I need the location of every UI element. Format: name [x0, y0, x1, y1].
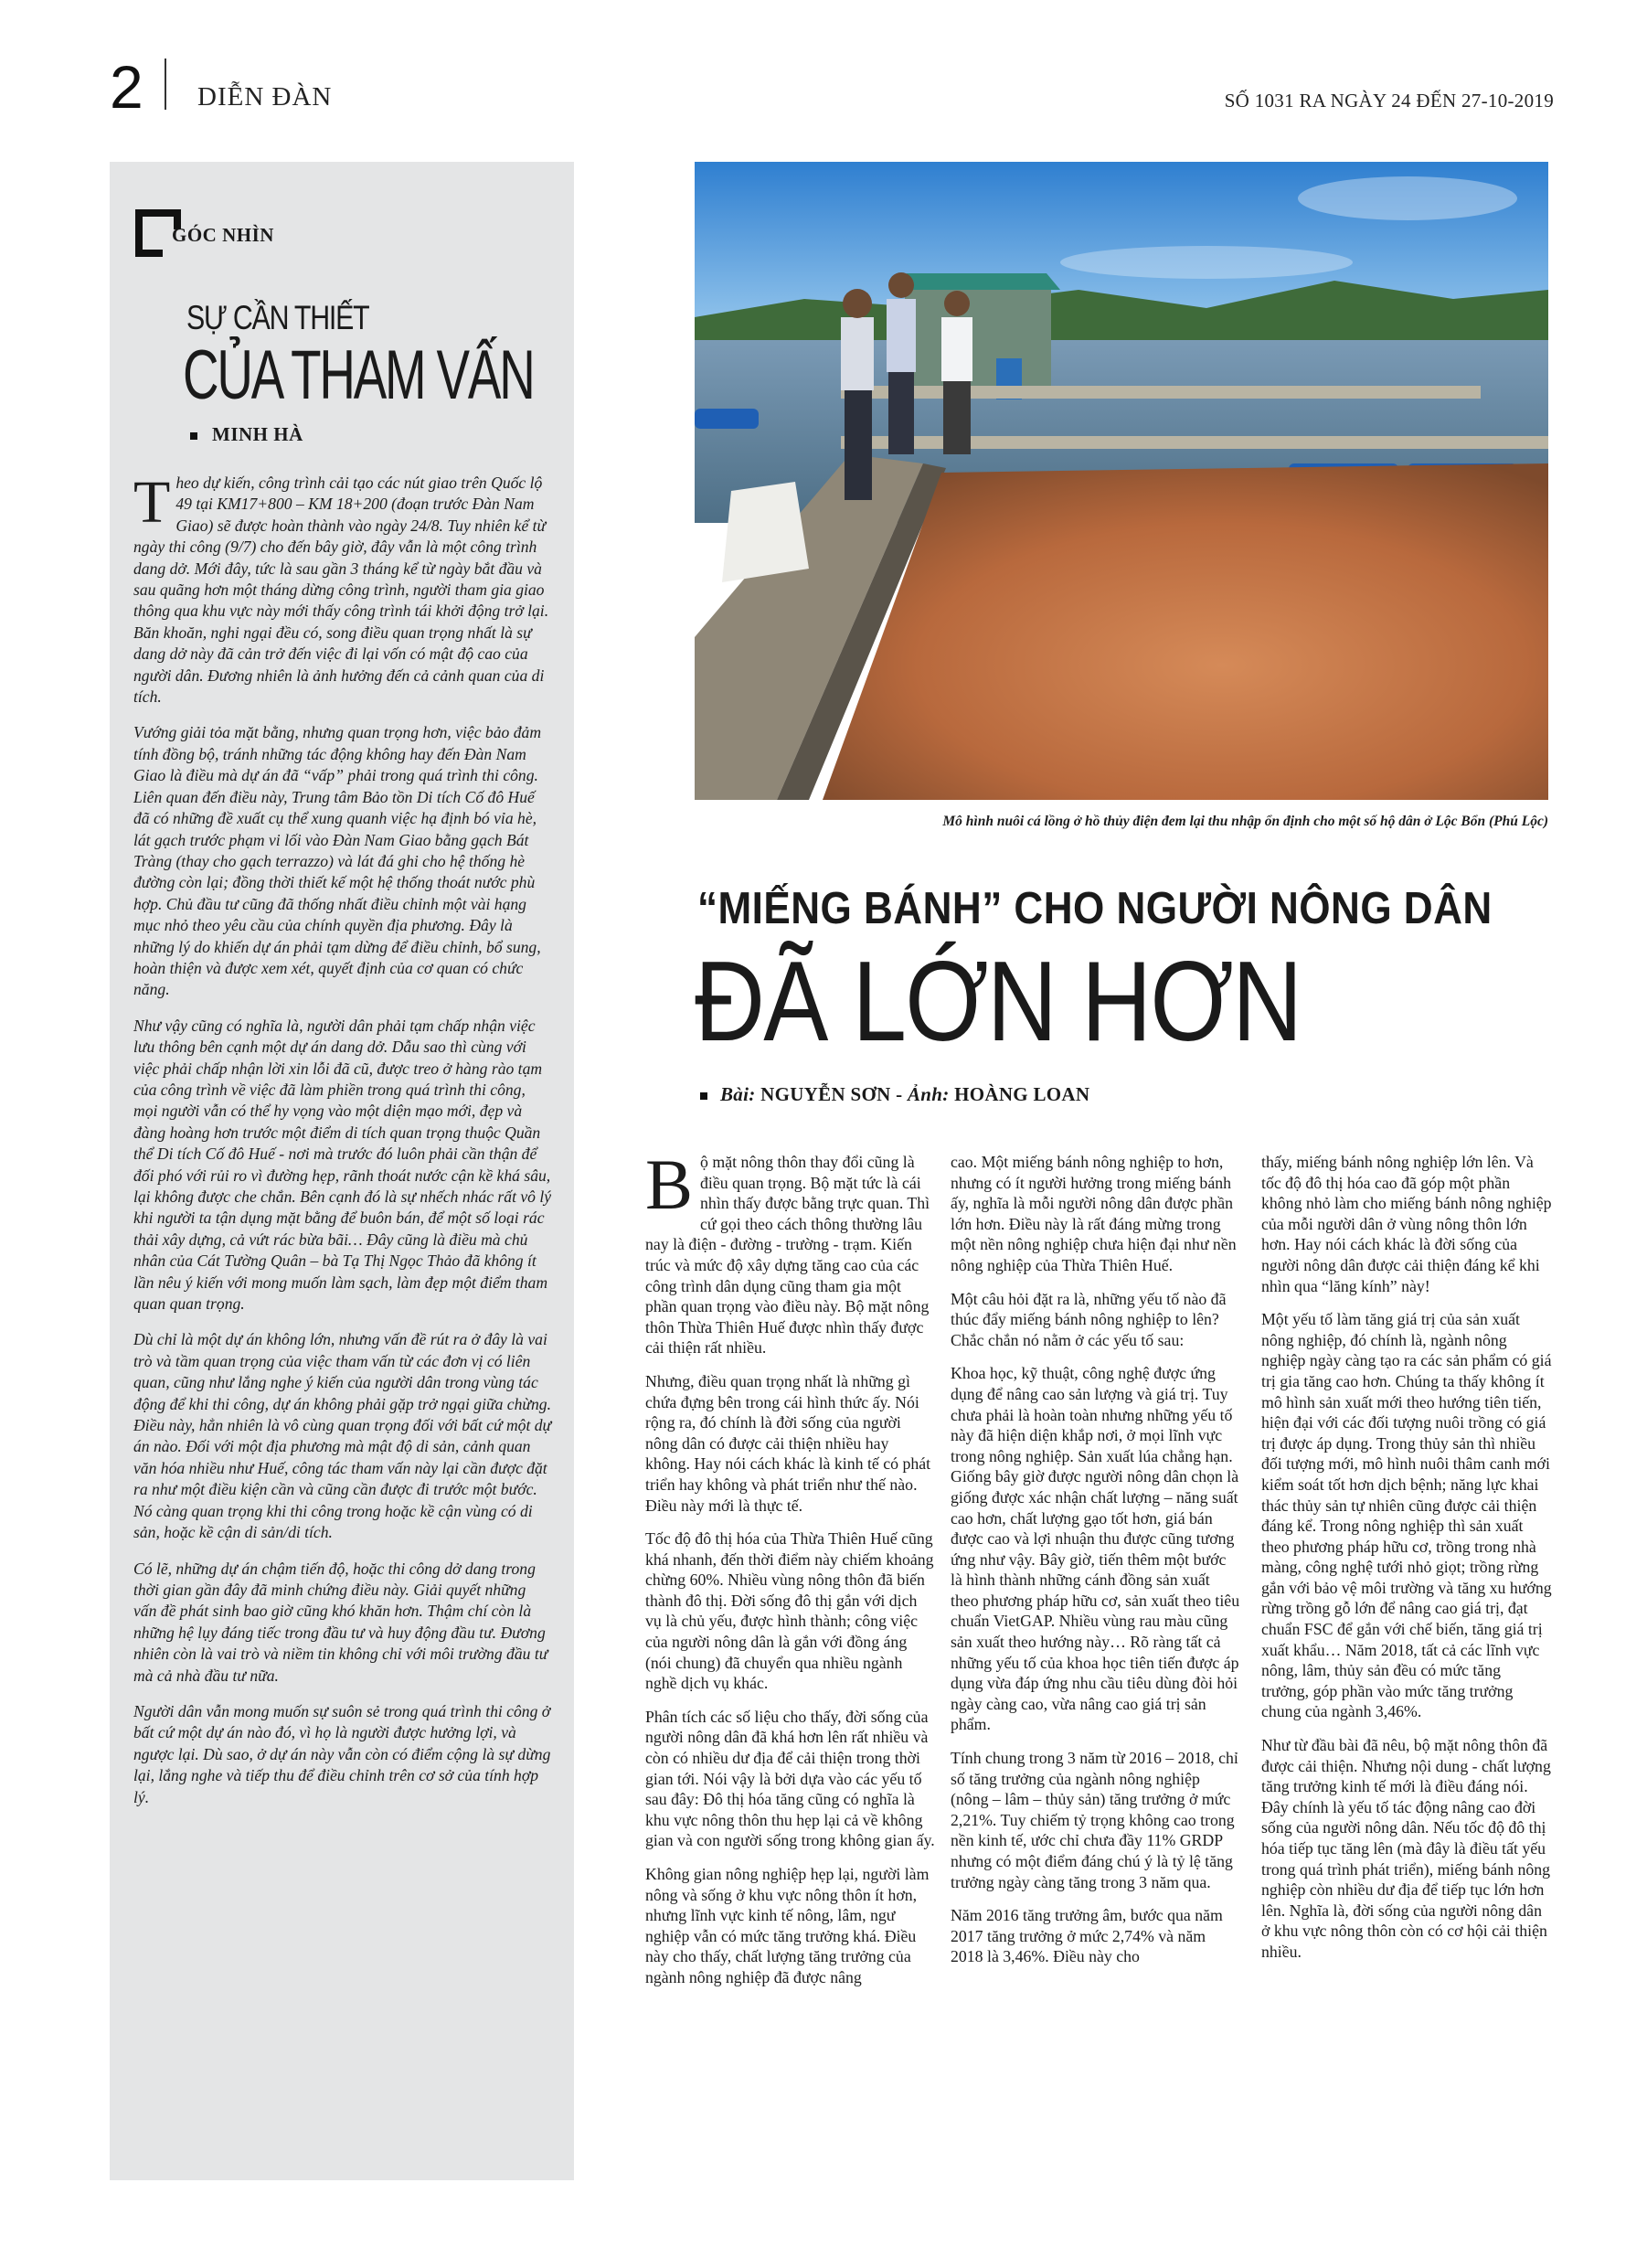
fish-farm-photo	[695, 162, 1548, 800]
sidebar-paragraph: Dù chỉ là một dự án không lớn, nhưng vấn đề rút ra ở đây là vai trò và tầm quan trọng của việc tham vấn từ các đơn vị có liên quan, cũng như lắng nghe ý kiến của người dân trong vùng tác động để khi thi công, dự án không phải gặp trở ngại giữa chừng. Điều này, hẳn nhiên là vô cùng quan trọng đối với bất cứ một dự án nào. Đối với một địa phương mà mật độ di sản, cảnh quan văn hóa nhiều như Huế, công tác tham vấn này lại cần được đặt ra như một điều kiện cần và cũng cần được đi trước một bước. Nó càng quan trọng khi thi công trong hoặc kề cận vùng có di sản, hoặc kề cận di sản/di tích.	[133, 1330, 552, 1542]
article-photo	[695, 162, 1548, 800]
sidebar-paragraph: Vướng giải tỏa mặt bằng, nhưng quan trọng hơn, việc bảo đảm tính đồng bộ, tránh những tác động không hay đến Đàn Nam Giao là điều mà dự án đã “vấp” phải trong quá trình thi công. Liên quan đến điều này, Trung tâm Bảo tồn Di tích Cố đô Huế đã có những đề xuất cụ thể xung quanh việc hạ định bó vỉa hè, lát gạch trước phạm vi lối vào Đàn Nam Giao bằng gạch Bát Tràng (thay cho gạch terrazzo) và lát đá ghi cho hệ thống hè đường còn lại; đồng thời thiết kế một hệ thống thoát nước phù hợp. Chủ đầu tư cũng đã thống nhất điều chỉnh một vài hạng mục nhỏ theo yêu cầu của chính quyền địa phương. Đây là những lý do khiến dự án phải tạm dừng để điều chỉnh, bổ sung, hoàn thiện và được xem xét, quyết định của cơ quan có chức năng.	[133, 723, 542, 999]
article-paragraph: Một câu hỏi đặt ra là, những yếu tố nào đã thúc đẩy miếng bánh nông nghiệp to lên? Chắc chắn nó nằm ở các yếu tố sau:	[951, 1289, 1227, 1349]
article-paragraph: thấy, miếng bánh nông nghiệp lớn lên. Và tốc độ đô thị hóa cao đã góp một phần không nhỏ làm cho miếng bánh nông nghiệp của mỗi người dân ở vùng nông thôn lớn hơn. Hay nói cách khác là đời sống của người nông dân được cải thiện đáng kể khi nhìn qua “lăng kính” này!	[1261, 1153, 1552, 1295]
article-paragraph: Tính chung trong 3 năm từ 2016 – 2018, chỉ số tăng trưởng của ngành nông nghiệp (nông – lâm – thủy sản) tăng trưởng ở mức 2,21%. Tuy chiếm tỷ trọng không cao trong nền kinh tế, ước chỉ chưa đầy 11% GRDP nhưng có một điểm đáng chú ý là tỷ lệ tăng trưởng ngày càng tăng trong 3 năm qua.	[951, 1749, 1238, 1891]
article-paragraph: Năm 2016 tăng trưởng âm, bước qua năm 2017 tăng trưởng ở mức 2,74% và năm 2018 là 3,46%. Điều này cho	[951, 1906, 1223, 1966]
sidebar-paragraph: Người dân vẫn mong muốn sự suôn sẻ trong quá trình thi công ở bất cứ một dự án nào đó, vì họ là người được hưởng lợi, và ngược lại. Dù sao, ở dự án này vẫn còn có điểm cộng là sự dừng lại, lắng nghe và tiếp thu để điều chỉnh trên cơ sở của tính hợp lý.	[133, 1701, 551, 1806]
sidebar-dropcap: T	[133, 469, 171, 536]
issue-info: SỐ 1031 RA NGÀY 24 ĐẾN 27-10-2019	[1224, 90, 1554, 112]
article-paragraph: Nhưng, điều quan trọng nhất là những gì chứa đựng bên trong cái hình thức ấy. Nói rộng ra, đó chính là đời sống của người nông dân có được cải thiện nhiều hay không. Hay nói cách khác là kinh tế có phát triển hay không và phát triển như thế nào. Điều này mới là thực tế.	[645, 1371, 931, 1515]
article-paragraph: Tốc độ đô thị hóa của Thừa Thiên Huế cũng khá nhanh, đến thời điểm này chiếm khoảng chừng 60%. Nhiều vùng nông thôn đã biến thành đô thị. Đời sống đô thị gắn với dịch vụ là chủ yếu, được hình thành; công việc của người nông dân là gắn với đồng áng (nói chung) đã chuyển qua nhiều ngành nghề dịch vụ khác.	[645, 1529, 934, 1693]
article-paragraph: Không gian nông nghiệp hẹp lại, người làm nông và sống ở khu vực nông thôn ít hơn, nhưng lĩnh vực kinh tế nông, lâm, ngư nghiệp vẫn có mức tăng trưởng khá. Điều này cho thấy, chất lượng tăng trưởng của ngành nông nghiệp đã được nâng	[645, 1865, 930, 1986]
article-paragraph: Khoa học, kỹ thuật, công nghệ được ứng dụng để nâng cao sản lượng và giá trị. Tuy chưa phải là hoàn toàn nhưng những yếu tố này đã hiện diện khắp nơi, ở mọi lĩnh vực trong nông nghiệp. Sản xuất lúa chẳng hạn. Giống bây giờ được người nông dân chọn là giống được xác nhận chất lượng – năng suất cao hơn, chất lượng gạo tốt hơn, giá bán được cao và lợi nhuận thu được cũng tương ứng như vậy. Bây giờ, tiến thêm một bước là hình thành những cánh đồng sản xuất theo phương pháp hữu cơ, sản xuất theo tiêu chuẩn VietGAP. Nhiều vùng rau màu cũng sản xuất theo hướng này… Rõ ràng tất cả những yếu tố của khoa học tiên tiến được áp dụng vừa đáp ứng nhu cầu tiêu dùng đòi hỏi ngày càng cao, vừa nâng cao giá trị sản phẩm.	[951, 1364, 1240, 1734]
article-column-3	[1261, 1152, 1552, 1975]
article-column-2	[951, 1152, 1241, 1980]
byline: Bài: NGUYỄN SƠN - Ảnh: HOÀNG LOAN	[700, 1083, 1089, 1106]
article-dropcap: B	[645, 1145, 694, 1224]
headline-kicker: “MIẾNG BÁNH” CHO NGƯỜI NÔNG DÂN	[697, 884, 1493, 933]
article-column-1	[645, 1145, 936, 2001]
headline-main: ĐÃ LỚN HƠN	[695, 939, 1302, 1065]
sidebar-paragraph: Theo dự kiến, công trình cải tạo các nút giao trên Quốc lộ 49 tại KM17+800 – KM 18+200 (đoạn trước Đàn Nam Giao) sẽ được hoàn thành vào ngày 24/8. Tuy nhiên kể từ ngày thi công (9/7) cho đến bây giờ, đây vẫn là một công trình dang dở. Mới đây, tức là sau gần 3 tháng kể từ ngày bắt đầu và sau quãng hơn một tháng dừng công trình, người tham gia giao thông qua khu vực này mới thấy công trình tái khởi động trở lại. Băn khoăn, nghi ngại đều có, song điều quan trọng nhất là sự dang dở này đã cản trở đến việc đi lại vốn có mật độ cao của người dân. Đương nhiên là ảnh hưởng đến cả cảnh quan của di tích.	[133, 469, 549, 707]
article-paragraph: cao. Một miếng bánh nông nghiệp to hơn, nhưng có ít người hưởng trong miếng bánh ấy, nghĩa là mỗi người nông dân được phần lớn hơn. Điều này là rất đáng mừng trong một nền nông nghiệp chưa hiện đại như nền nông nghiệp của Thừa Thiên Huế.	[951, 1153, 1237, 1274]
section-name: DIỄN ĐÀN	[197, 82, 333, 112]
article-paragraph: Như từ đầu bài đã nêu, bộ mặt nông thôn đã được cải thiện. Nhưng nội dung - chất lượng tăng trưởng kinh tế mới là điều đáng nói. Đây chính là yếu tố tác động nâng cao đời sống của người nông dân. Nếu tốc độ đô thị hóa tiếp tục tăng lên (mà đây là điều tất yếu trong quá trình phát triển), miếng bánh nông nghiệp còn nhiều dư địa để tiếp tục lớn hơn lên. Nghĩa là, đời sống của người nông dân ở khu vực nông thôn còn có cơ hội cải thiện nhiều.	[1261, 1736, 1551, 1961]
sidebar-title-line1: SỰ CẦN THIẾT	[186, 299, 369, 336]
photo-caption: Mô hình nuôi cá lồng ở hồ thủy điện đem lại thu nhập ổn định cho một số hộ dân ở Lộc Bổn (Phú Lộc)	[942, 814, 1548, 829]
sidebar-kicker: GÓC NHÌN	[172, 224, 274, 246]
sidebar-paragraph: Như vậy cũng có nghĩa là, người dân phải tạm chấp nhận việc lưu thông bên cạnh một dự án dang dở. Dẫu sao thì cùng với việc phải chấp nhận lời xin lỗi đã cũ, được treo ở hàng rào tạm của công trình về việc đã làm phiền trong quá trình thi công, mọi người vẫn có thể hy vọng vào một diện mạo mới, đẹp và đàng hoàng hơn trước một điểm di tích quan trọng thuộc Quần thể Di tích Cố đô Huế - nơi mà trước đó luôn phải cần thận để đối phó với rủi ro vì đường hẹp, rãnh thoát nước cận kề khá sâu, lại không được che chắn. Bên cạnh đó là sự nhếch nhác rất vô lý khi người ta tận dụng mặt bằng để buôn bán, để một số loại rác thải xây dựng, cả vứt rác bừa bãi… Đây cũng là điều mà chủ nhân của Cát Tường Quân – bà Tạ Thị Ngọc Thảo đã không ít lần nêu ý kiến với mong muốn làm sạch, làm đẹp một điểm tham quan quan trọng.	[133, 1016, 552, 1314]
sidebar-author: MINH HÀ	[190, 423, 303, 446]
article-paragraph: Phân tích các số liệu cho thấy, đời sống của người nông dân đã khá hơn lên rất nhiều và còn có nhiều dư địa để cải thiện trong thời gian tới. Nói vậy là bởi dựa vào các yếu tố sau đây: Đô thị hóa tăng cũng có nghĩa là khu vực nông thôn thu hẹp lại cả về không gian và con người sống trong không gian ấy.	[645, 1707, 935, 1850]
sidebar-opinion	[110, 162, 574, 2180]
page-header	[110, 53, 1554, 121]
header-divider	[165, 59, 166, 110]
page-number: 2	[110, 53, 143, 121]
sidebar-title-line2: CỦA THAM VẤN	[183, 336, 534, 414]
article-paragraph: Một yếu tố làm tăng giá trị của sản xuất nông nghiệp, đó chính là, ngành nông nghiệp ngày càng tạo ra các sản phẩm có giá trị gia tăng cao hơn. Chúng ta thấy không ít mô hình sản xuất mới theo hướng tiên tiến, hiện đại với các đối tượng nuôi trồng có giá trị được áp dụng. Trong thủy sản thì nhiều đối tượng mới, mô hình nuôi thâm canh mới kiểm soát tốt hơn dịch bệnh; năng lực khai thác thủy sản tự nhiên cũng được cải thiện đáng kể. Trong nông nghiệp thì sản xuất theo phương pháp hữu cơ, trồng trong nhà màng, công nghệ tưới nhỏ giọt; trồng rừng gắn với bảo vệ môi trường và tăng xu hướng rừng trồng gỗ lớn để nâng cao giá trị, đạt chuẩn FSC để gắn với chế biến, tăng giá trị xuất khẩu… Năm 2018, tất cả các lĩnh vực nông, lâm, thủy sản đều có mức tăng trưởng, góp phần vào mức tăng trưởng chung của ngành 3,46%.	[1261, 1310, 1552, 1721]
sidebar-body	[133, 469, 552, 1823]
sidebar-paragraph: Có lẽ, những dự án chậm tiến độ, hoặc thi công dở dang trong thời gian gần đây đã minh chứng điều này. Giải quyết những vấn đề phát sinh bao giờ cũng khó khăn hơn. Thậm chí còn là những hệ lụy đáng tiếc trong đầu tư và huy động đầu tư. Đương nhiên còn là vai trò và niềm tin không chỉ với môi trường đầu tư mà cả nhà đầu tư nữa.	[133, 1559, 548, 1685]
article-paragraph: Bộ mặt nông thôn thay đổi cũng là điều quan trọng. Bộ mặt tức là cái nhìn thấy được bằng trực quan. Thì cứ gọi theo cách thông thường lâu nay là điện - đường - trường - trạm. Kiến trúc và mức độ xây dựng tăng cao của các công trình dân dụng cũng tham gia một phần quan trọng vào điều này. Bộ mặt nông thôn Thừa Thiên Huế được nhìn thấy được cải thiện rất nhiều.	[645, 1145, 930, 1358]
